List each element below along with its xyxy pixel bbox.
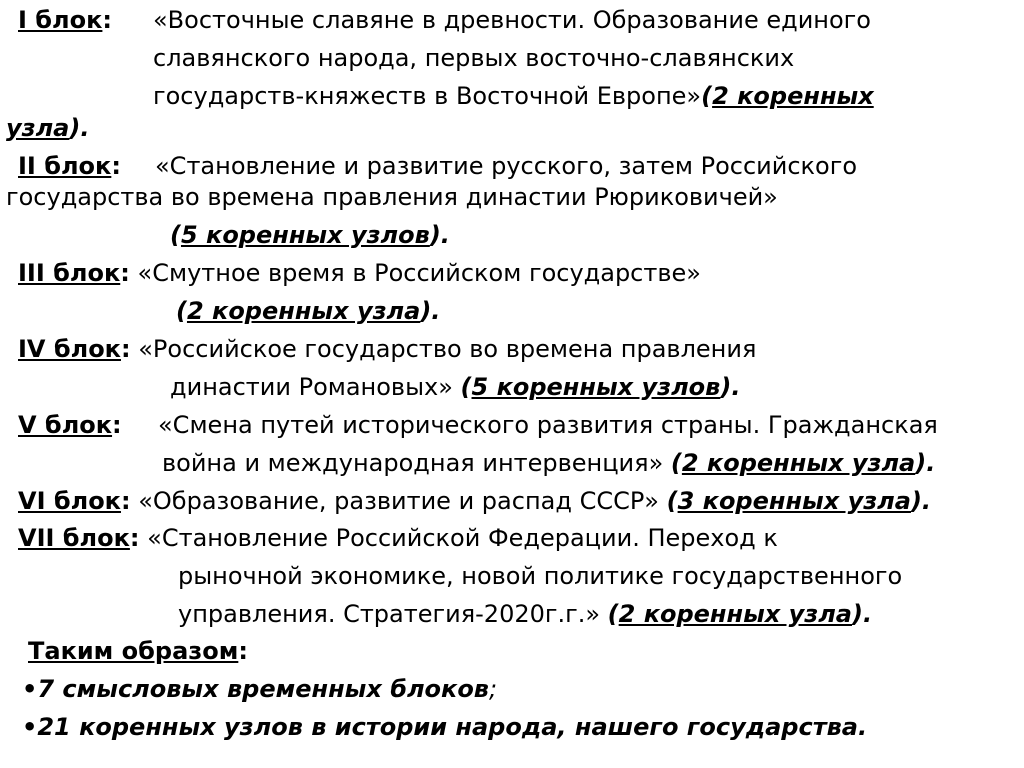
block-7-line-1 [18,524,778,552]
label-colon: : [102,6,113,34]
block-5-count-value: 2 коренных узла [681,449,916,477]
block-1-title-line-2: славянского народа, первых восточно-славянских [153,44,795,72]
label-colon: : [120,487,131,515]
block-5-count: (2 коренных узла). [670,449,936,477]
block-3-title-line-1: «Смутное время в Российском государстве» [137,259,701,287]
summary-bullet-2-text: 21 коренных узлов в истории народа, нашего государства. [37,713,868,741]
block-7-title-line-1: «Становление Российской Федерации. Переход к [147,524,778,552]
summary-heading-line: Таким образом: [28,637,248,665]
label-colon: : [111,152,121,180]
block-6-line-1 [18,487,931,515]
block-1-count: (2 коренных [701,82,874,110]
block-2-label: II блок [18,152,112,180]
block-7-count: (2 коренных узла). [607,600,873,628]
block-4-title-text-2: династии Романовых» [170,373,461,401]
label-colon: : [129,524,140,552]
block-5-title-text-2: война и международная интервенция» [162,449,671,477]
block-7-label: VII блок [18,524,130,552]
block-7-count-value: 2 коренных узла [618,600,852,628]
block-3-count-line [176,297,440,325]
summary-bullet-1 [22,675,497,703]
block-4-line-1 [18,335,756,363]
block-6-title-line-1: «Образование, развитие и распад СССР» [138,487,667,515]
block-4-count-value: 5 коренных узлов [471,373,721,401]
label-colon: : [120,335,131,363]
block-5-title-line-1: «Смена путей исторического развития страны. Гражданская [158,411,938,439]
block-6-count: (3 коренных узла). [666,487,932,515]
block-4-title-line-2 [170,373,740,401]
block-6-count-value: 3 коренных узла [677,487,911,515]
block-4-title-line-1: «Российское государство во времена правления [138,335,757,363]
block-3-label: III блок [18,259,121,287]
bullet-dot: • [22,713,38,741]
block-3-line-1 [18,259,701,287]
summary-bullet-2 [22,713,867,741]
block-5-label: V блок [18,411,113,439]
block-4-count: (5 коренных узлов). [460,373,741,401]
block-7-title-line-3 [178,600,872,628]
block-5-title-line-2 [162,449,935,477]
block-1-title-text-3: государств-княжеств в Восточной Европе» [153,82,702,110]
block-1-title-line-3 [153,82,874,110]
block-1-count-tail-text: узла [6,114,70,142]
block-7-title-text-3: управления. Стратегия-2020г.г.» [178,600,608,628]
block-3-count-value: 2 коренных узла [186,297,421,325]
block-5-line-1 [18,411,122,439]
block-2-title-line-2: государства во времена правления династии Рюриковичей» [6,183,778,211]
label-colon: : [120,259,130,287]
summary-heading: Таким образом [28,637,239,665]
block-6-label: VI блок [18,487,121,515]
block-7-title-line-2: рыночной экономике, новой политике государственного [178,562,903,590]
label-colon: : [112,411,122,439]
block-1-title-line-1: «Восточные славяне в древности. Образование единого [153,6,871,34]
block-1-count-tail-line [6,114,89,142]
bullet-dot: • [22,675,38,703]
block-2-line-1 [18,152,121,180]
block-1-label: I блок [18,6,103,34]
block-2-title-line-1: «Становление и развитие русского, затем Российского [155,152,857,180]
block-2-count: (5 коренных узлов). [170,221,450,249]
block-1-count-value: 2 коренных [712,82,874,110]
block-1-count-tail: узла). [6,114,90,142]
block-1-line-1 [18,6,112,34]
block-3-count: (2 коренных узла). [176,297,441,325]
block-4-label: IV блок [18,335,121,363]
block-2-count-value: 5 коренных узлов [180,221,430,249]
block-2-count-line [170,221,450,249]
bullet-semicolon: ; [489,675,498,703]
summary-bullet-1-text: 7 смысловых временных блоков [37,675,489,703]
